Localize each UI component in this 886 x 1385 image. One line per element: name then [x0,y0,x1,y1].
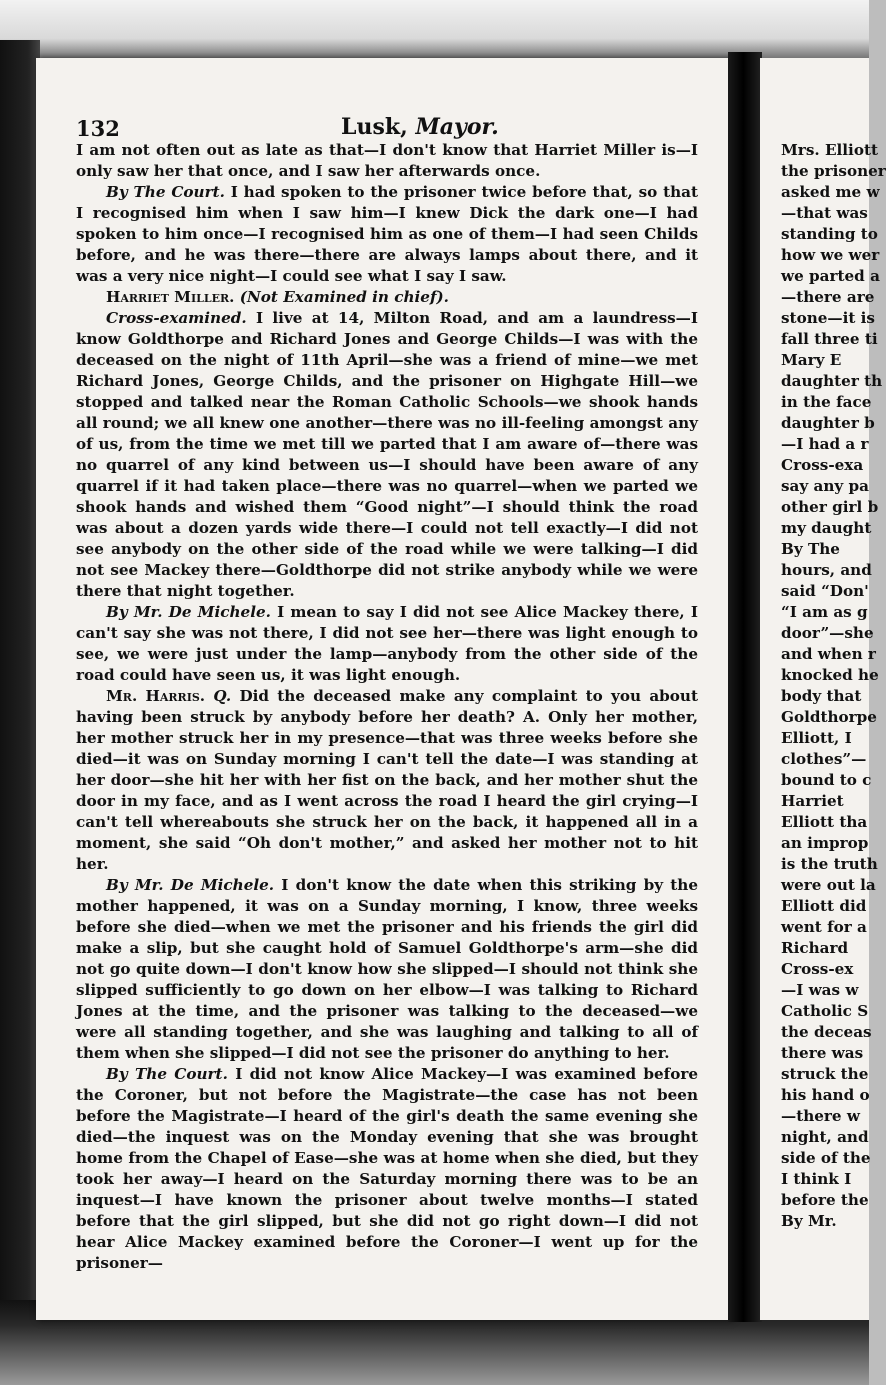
right-page-line: is the truth [781,855,878,873]
right-page-line: Harriet [781,792,844,810]
paragraph-lead: Mr. Harris. [106,687,206,705]
running-head-name: Lusk, [341,114,408,140]
right-page-line: —that was [781,204,868,222]
paragraph-text: Did the deceased make any complaint to you about having been struck by anybody before her death? A. Only her mother, her mother struck her in my presence—that was three weeks before she died—it was on Sunday morning I can't tell the date—I was standing at her door—she hit her with her fist on the back, and her mother shut the door in my face, and as I went across the road I heard the girl crying—I can't tell whereabouts she struck her on the back, it happened all in a moment, she said “Oh don't mother,” and asked her mother not to hit her. [76,687,698,873]
right-page-line: his hand o [781,1086,870,1104]
right-page-line: say any pa [781,477,869,495]
right-page-line: the prisoner [781,162,886,180]
right-page-line: went for a [781,918,867,936]
paragraph [76,602,698,686]
page-number: 132 [76,116,120,141]
right-page-line: Cross-exa [781,456,864,474]
paragraph [76,875,698,1064]
paragraph [76,287,698,308]
right-page-line: body that [781,687,862,705]
paragraph [76,140,698,182]
right-page-line: Richard [781,939,849,957]
right-page-line: Elliott did [781,897,867,915]
paragraph-text: I mean to say I did not see Alice Mackey there, I can't say she was not there, I did not see her—there was light enough to see, we were just under the lamp—anybody from the other side of the road could have seen us, it was light enough. [76,603,698,684]
paragraph [76,686,698,875]
right-page-line: my daught [781,519,872,537]
paragraph-lead-italic: Cross-examined. [106,309,247,327]
right-page-line: door”—she [781,624,874,642]
book-gutter [728,52,762,1322]
right-page-line: struck the [781,1065,869,1083]
right-page-line: Elliott, I [781,729,852,747]
right-page-line: hours, and [781,561,872,579]
right-page-line: fall three ti [781,330,878,348]
right-page-line: Cross-ex [781,960,854,978]
right-page-line: By Mr. [781,1212,837,1230]
right-page-line: By The [781,540,840,558]
page-header [76,112,716,142]
right-page-line: Mrs. Elliott [781,141,878,159]
right-page-line: said “Don' [781,582,869,600]
right-page-line: knocked he [781,666,879,684]
right-page-line: we parted a [781,267,880,285]
right-page-line: Goldthorpe [781,708,877,726]
scan-left-edge [0,40,40,1330]
right-page-line: stone—it is [781,309,875,327]
paragraph [76,1064,698,1274]
witness-name: Harriet Miller. [106,288,235,306]
right-page-line: —there w [781,1107,860,1125]
paragraph-lead: By Mr. De Michele. [106,876,275,894]
right-page-line: clothes”— [781,750,867,768]
paragraph-lead: By The Court. [106,1065,228,1083]
right-page-line: —I had a r [781,435,869,453]
right-page-line: —there are [781,288,875,306]
right-page-line: Catholic S [781,1002,869,1020]
paragraph-lead-italic: Q. [213,687,232,705]
right-page-line: side of the [781,1149,871,1167]
paragraph [76,308,698,602]
running-head [341,114,499,140]
right-page-line: asked me w [781,183,880,201]
right-page-line: bound to c [781,771,872,789]
paragraph-text: I live at 14, Milton Road, and am a laundress—I know Goldthorpe and Richard Jones and George Childs—I was with the deceased on the night of 11th April—she was a friend of mine—we met Richard Jones, George Childs, and the prisoner on Highgate Hill—we stopped and talked near the Roman Catholic Schools—we shook hands all round; we all knew one another—there was no ill-feeling amongst any of us, from the time we met till we parted that I am aware of—there was no quarrel of any kind between us—I should have been aware of any quarrel if it had taken place—there was no quarrel—when we parted we shook hands and wished them “Good night”—I should think the road was about a dozen yards wide there—I could not tell exactly—I did not see anybody on the other side of the road while we were talking—I did not see Mackey there—Goldthorpe did not strike anybody while we were there that night together. [76,309,698,600]
right-page-line: were out la [781,876,876,894]
right-page-line: daughter th [781,372,883,390]
right-page-line: I think I [781,1170,852,1188]
right-page-line: Mary E [781,351,842,369]
running-head-title: Mayor. [415,114,499,140]
right-page-line: and when r [781,645,876,663]
right-page-line: —I was w [781,981,859,999]
paragraph-text: I did not know Alice Mackey—I was examined before the Coroner, but not before the Magistrate—the case has not been before the Magistrate—I heard of the girl's death the same evening she died—the inquest was on the Monday evening that she was brought home from the Chapel of Ease—she was at home when she died, but they took her away—I heard on the Saturday morning there was to be an inquest—I have known the prisoner about twelve months—I stated before that the girl slipped, but she did not go right down—I did not hear Alice Mackey examined before the Coroner—I went up for the prisoner— [76,1065,698,1272]
paragraph-text: I had spoken to the prisoner twice before that, so that I recognised him when I saw him—I knew Dick the dark one—I had spoken to him once—I recognised him as one of them—I had seen Childs before, and he was there—there are always lamps about there, and it was a very nice night—I could see what I say I saw. [76,183,699,285]
right-page-line: daughter b [781,414,875,432]
right-page-line: the deceas [781,1023,872,1041]
paragraph-text: I don't know the date when this striking by the mother happened, it was on a Sunday morning, I know, three weeks before she died—when we met the prisoner and his friends the girl did make a slip, but she caught hold of Samuel Goldthorpe's arm—she did not go quite down—I don't know how she slipped—I should not think she slipped sufficiently to go down on her elbow—I was talking to Richard Jones at the time, and the prisoner was talking to the deceased—we were all standing together, and she was laughing and talking to all of them when she slipped—I did not see the prisoner do anything to her. [76,876,698,1062]
right-page-line: standing to [781,225,878,243]
right-page-line: there was [781,1044,864,1062]
paragraph [76,182,698,287]
testimony-text [76,140,698,1274]
paragraph-text: I am not often out as late as that—I don't know that Harriet Miller is—I only saw her that once, and I saw her afterwards once. [76,141,698,180]
paragraph-lead: By The Court. [106,183,225,201]
right-page-line: “I am as g [781,603,868,621]
right-page-line: in the face [781,393,872,411]
right-page-line: how we wer [781,246,880,264]
paragraph-lead-italic: (Not Examined in chief). [239,288,449,306]
right-page-line: Elliott tha [781,813,868,831]
right-page-line: other girl b [781,498,879,516]
right-page-line: before the [781,1191,869,1209]
right-page-text [781,140,886,1232]
paragraph-lead: By Mr. De Michele. [106,603,271,621]
right-page-line: night, and [781,1128,869,1146]
right-page-line: an improp [781,834,869,852]
